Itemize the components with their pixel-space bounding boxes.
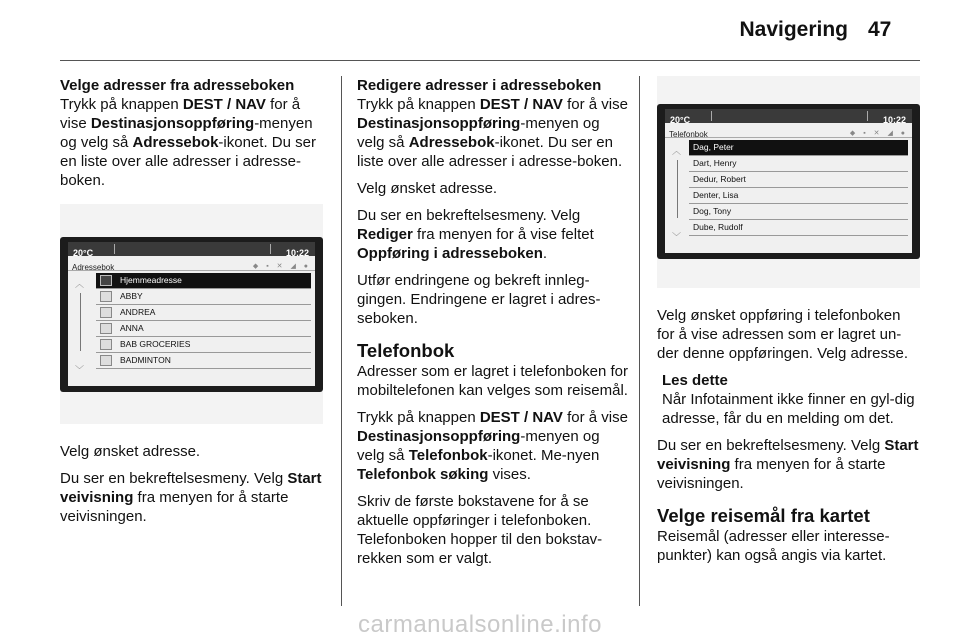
list-item[interactable]: Denter, Lisa xyxy=(689,188,908,204)
paragraph: Trykk på knappen DEST / NAV for å vise Destinasjonsoppføring-menyen og velg så Adressebok-ikonet. Du ser en liste over alle adresser i adresse-boken. xyxy=(357,96,628,170)
paragraph: Trykk på knappen DEST / NAV for å vise Destinasjonsoppføring-menyen og velg så Telefonbok-ikonet. Me-nyen Telefonbok søking vises. xyxy=(357,409,628,483)
paragraph: Adresser som er lagret i telefonboken for mobiltelefonen kan velges som reisemål. xyxy=(357,363,628,399)
column-2 xyxy=(357,76,629,576)
infotainment-screen xyxy=(60,237,323,392)
screen-title: Telefonbok ◆ ▪ ✕ ◢ ● xyxy=(665,123,912,138)
list-item[interactable]: Dog, Tony xyxy=(689,204,908,220)
list-item[interactable]: BAB GROCERIES xyxy=(96,337,311,353)
status-bar: 20°C 10:22 xyxy=(665,109,912,123)
column-divider xyxy=(639,76,640,606)
list-item[interactable]: Dag, Peter xyxy=(689,140,908,156)
paragraph: Velg ønsket adresse. xyxy=(357,180,498,197)
list-item[interactable]: Hjemmeadresse xyxy=(96,273,311,289)
list-item[interactable]: BADMINTON xyxy=(96,353,311,369)
paragraph: Du ser en bekreftelsesmeny. Velg Rediger fra menyen for å vise feltet Oppføring i adresseboken. xyxy=(357,207,594,262)
header-rule xyxy=(60,60,920,61)
note-box xyxy=(662,371,920,428)
section-heading: Velge reisemål fra kartet xyxy=(657,505,870,526)
list-item[interactable]: Dedur, Robert xyxy=(689,172,908,188)
status-icons: ◆ ▪ ✕ ◢ ● xyxy=(252,263,311,270)
contact-icon xyxy=(100,307,112,318)
chevron-down-icon[interactable]: ﹀ xyxy=(672,232,682,242)
paragraph: Utfør endringene og bekreft innleg-gingen. Endringene er lagret i adres-seboken. xyxy=(357,272,601,327)
section-heading: Velge adresser fra adresseboken xyxy=(60,77,295,94)
section-heading: Redigere adresser i adresseboken xyxy=(357,77,602,94)
column-3 xyxy=(657,76,920,573)
home-icon xyxy=(100,275,112,286)
status-bar: 20°C 10:22 xyxy=(68,242,315,256)
scroll-control[interactable] xyxy=(669,142,685,242)
chevron-up-icon[interactable]: ︿ xyxy=(75,279,85,289)
contact-icon xyxy=(100,355,112,366)
list-item[interactable]: ABBY xyxy=(96,289,311,305)
status-icons: ◆ ▪ ✕ ◢ ● xyxy=(849,130,908,137)
column-1 xyxy=(60,76,328,534)
column-divider xyxy=(341,76,342,606)
paragraph: Velg ønsket oppføring i telefonboken for å vise adressen som er lagret un-der denne oppføringen. Velg adresse. xyxy=(657,307,909,362)
chevron-down-icon[interactable]: ﹀ xyxy=(75,365,85,375)
paragraph: Du ser en bekreftelsesmeny. Velg Start veivisning fra menyen for å starte veivisningen. xyxy=(657,437,919,492)
contact-icon xyxy=(100,323,112,334)
paragraph: Trykk på knappen DEST / NAV for å vise Destinasjonsoppføring-menyen og velg så Adressebok-ikonet. Du ser en liste over alle adresser i adresse-boken. xyxy=(60,96,316,189)
screenshot-address-book xyxy=(60,204,323,424)
paragraph: Du ser en bekreftelsesmeny. Velg Start veivisning fra menyen for å starte veivisningen. xyxy=(60,470,322,525)
watermark: carmanualsonline.info xyxy=(358,611,602,638)
address-list xyxy=(96,273,311,369)
screen-title: Adressebok ◆ ▪ ✕ ◢ ● xyxy=(68,256,315,271)
list-item[interactable]: Dube, Rudolf xyxy=(689,220,908,236)
phonebook-list xyxy=(689,140,908,236)
list-item[interactable]: Dart, Henry xyxy=(689,156,908,172)
page-title: Navigering xyxy=(739,18,848,41)
chevron-up-icon[interactable]: ︿ xyxy=(672,146,682,156)
paragraph: Skriv de første bokstavene for å se aktuelle oppføringer i telefonboken. Telefonboken hopper til den bokstav-rekken som er valgt. xyxy=(357,493,603,567)
note-text: Når Infotainment ikke finner en gyl-dig adresse, får du en melding om det. xyxy=(662,391,915,427)
list-item[interactable]: ANDREA xyxy=(96,305,311,321)
screenshot-phone-book xyxy=(657,76,920,288)
paragraph: Velg ønsket adresse. xyxy=(60,443,201,460)
infotainment-screen xyxy=(657,104,920,259)
poi-icon xyxy=(100,339,112,350)
contact-icon xyxy=(100,291,112,302)
page-number: 47 xyxy=(868,18,892,41)
paragraph: Reisemål (adresser eller interesse-punkter) kan også angis via kartet. xyxy=(657,528,890,564)
section-heading: Telefonbok xyxy=(357,340,455,361)
scroll-control[interactable] xyxy=(72,275,88,375)
note-title: Les dette xyxy=(662,372,728,389)
list-item[interactable]: ANNA xyxy=(96,321,311,337)
